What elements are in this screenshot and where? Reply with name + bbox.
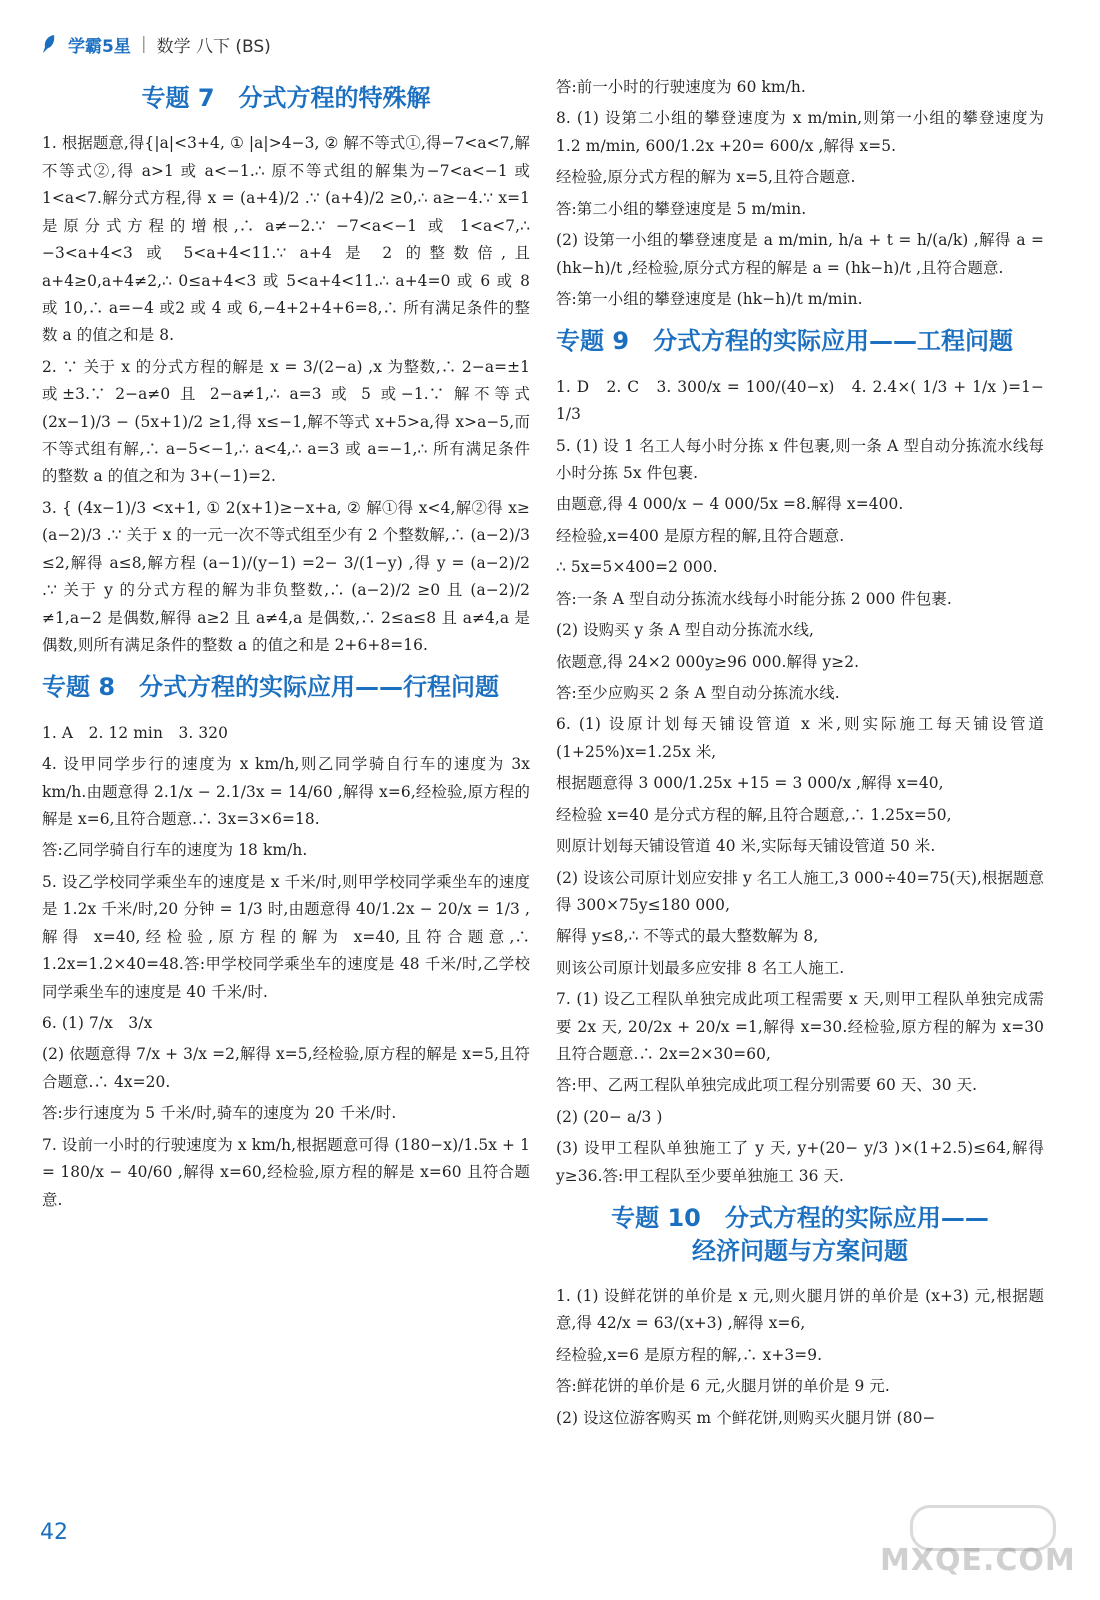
answer-8-4: 4. 设甲同学步行的速度为 x km/h,则乙同学骑自行车的速度为 3x km/h.由题意得 2.1/x − 2.1/3x = 14/60 ,解得 x=6,经检验,原方程的解是 x=6,且符合题意.∴ 3x=3×6=18. [42, 755, 530, 829]
answer-8-8-conclusion: 答:第二小组的攀登速度是 5 m/min. [556, 199, 807, 218]
section-title-10-line1: 专题 10 分式方程的实际应用—— [611, 1204, 989, 1233]
answer-10-1-1: 1. (1) 设鲜花饼的单价是 x 元,则火腿月饼的单价是 (x+3) 元,根据题意,得 42/x = 63/(x+3) ,解得 x=6, [556, 1286, 1044, 1333]
section-title-10-line2: 经济问题与方案问题 [692, 1236, 908, 1265]
answer-8-8-check: 经检验,原分式方程的解为 x=5,且符合题意. [556, 168, 856, 187]
answer-8-6-2: (2) 依题意得 7/x + 3/x =2,解得 x=5,经检验,原方程的解是 x=5,且符合题意.∴ 4x=20. [42, 1045, 530, 1091]
right-column [556, 70, 1044, 1436]
section-title-8: 专题 8 分式方程的实际应用——行程问题 [42, 673, 500, 702]
answer-8-6-conclusion: 答:步行速度为 5 千米/时,骑车的速度为 20 千米/时. [42, 1104, 397, 1123]
answer-8-1-3: 1. A 2. 12 min 3. 320 [42, 723, 229, 742]
watermark-text: MXQE.COM [880, 1543, 1076, 1578]
watermark-badge-icon [910, 1505, 1056, 1551]
answer-9-5-check: 经检验,x=400 是原方程的解,且符合题意. [556, 526, 845, 545]
answer-8-8-2-conclusion: 答:第一小组的攀登速度是 (hk−h)/t m/min. [556, 289, 863, 308]
section-title-10 [556, 1202, 1044, 1267]
answer-9-6-2-conclusion: 则该公司原计划最多应安排 8 名工人施工. [556, 958, 845, 977]
answer-9-6-1: 6. (1) 设原计划每天铺设管道 x 米,则实际施工每天铺设管道 (1+25%)x=1.25x 米, [556, 715, 1044, 761]
answer-7-3: 3. { (4x−1)/3 <x+1, ① 2(x+1)≥−x+a, ② 解①得 x<4,解②得 x≥ (a−2)/3 .∵ 关于 x 的一元一次不等式组至少有 2 个整数解,∴ (a−2)/3 ≤2,解得 a≤8,解方程 (a−1)/(y−1) =2− 3/(1−y) ,得 y = (a−2)/2 .∵ 关于 y 的分式方程的解为非负整数,∴ (a−2)/2 ≥0 且 (a−2)/2 ≠1,a−2 是偶数,解得 a≥2 且 a≠4,a 是偶数,∴ 2≤a≤8 且 a≠4,a 是偶数,则所有满足条件的整数 a 的值之和是 2+6+8=16. [42, 498, 530, 654]
answer-7-1: 1. 根据题意,得{|a|<3+4, ① |a|>4−3, ② 解不等式①,得−7<a<7,解不等式②,得 a>1 或 a<−1.∴ 原不等式组的解集为−7<a<−1 或 1<a<7.解分式方程,得 x = (a+4)/2 .∵ (a+4)/2 ≥0,∴ a≥−4.∵ x=1 是原分式方程的增根,∴ a≠−2.∵ −7<a<−1 或 1<a<7,∴ −3<a+4<3 或 5<a+4<11.∵ a+4 是 2 的整数倍,且 a+4≥0,a+4≠2,∴ 0≤a+4<3 或 5<a+4<11.∴ a+4=0 或 6 或 8 或 10,∴ a=−4 或2 或 4 或 6,−4+2+4+6=8,∴ 所有满足条件的整数 a 的值之和是 8. [42, 134, 530, 345]
answer-8-8-1: 8. (1) 设第二小组的攀登速度为 x m/min,则第一小组的攀登速度为 1.2 m/min, 600/1.2x +20= 600/x ,解得 x=5. [556, 109, 1044, 155]
section-title-9: 专题 9 分式方程的实际应用——工程问题 [556, 327, 1014, 356]
brand-logo-icon [40, 33, 58, 55]
brand-name: 学霸5星 [68, 36, 131, 57]
answer-8-8-2: (2) 设第一小组的攀登速度是 a m/min, h/a + t = h/(a/k) ,解得 a = (hk−h)/t ,经检验,原分式方程的解是 a = (hk−h)/t ,且符合题意. [556, 231, 1044, 277]
answer-9-6-2-solve: 解得 y≤8,∴ 不等式的最大整数解为 8, [556, 927, 819, 946]
answer-9-5-2-eq: 依题意,得 24×2 000y≥96 000.解得 y≥2. [556, 652, 860, 671]
answer-7-2: 2. ∵ 关于 x 的分式方程的解是 x = 3/(2−a) ,x 为整数,∴ 2−a=±1 或±3.∵ 2−a≠0 且 2−a≠1,∴ a=3 或 5 或−1.∵ 解不等式 (2x−1)/3 − (5x+1)/2 ≥1,得 x≤−1,解不等式 x+5>a,得 x>a−5,而不等式组有解,∴ a−5<−1,∴ a<4,∴ a=3 或 a=−1,∴ 所有满足条件的整数 a 的值之和为 3+(−1)=2. [42, 357, 530, 486]
answer-9-1-4: 1. D 2. C 3. 300/x = 100/(40−x) 4. 2.4×( 1/3 + 1/x )=1− 1/3 [556, 377, 1044, 424]
answer-9-7-3: (3) 设甲工程队单独施工了 y 天, y+(20− y/3 )×(1+2.5)≤64,解得 y≥36.答:甲工程队至少要单独施工 36 天. [556, 1139, 1044, 1185]
answer-10-1-conclusion: 答:鲜花饼的单价是 6 元,火腿月饼的单价是 9 元. [556, 1377, 890, 1396]
answer-8-7: 7. 设前一小时的行驶速度为 x km/h,根据题意可得 (180−x)/1.5x + 1 = 180/x − 40/60 ,解得 x=60,经检验,原方程的解是 x=60 且符合题意. [42, 1135, 530, 1209]
answer-9-6-2: (2) 设该公司原计划应安排 y 名工人施工,3 000÷40=75(天),根据题意得 300×75y≤180 000, [556, 868, 1044, 914]
page-number: 42 [40, 1520, 68, 1545]
answer-8-4-conclusion: 答:乙同学骑自行车的速度为 18 km/h. [42, 841, 308, 860]
answer-9-7-1: 7. (1) 设乙工程队单独完成此项工程需要 x 天,则甲工程队单独完成需要 2x 天, 20/2x + 20/x =1,解得 x=30.经检验,原方程的解为 x=30 且符合题意.∴ 2x=2×30=60, [556, 990, 1044, 1064]
header-separator: | [140, 34, 147, 54]
answer-9-6-eq: 根据题意得 3 000/1.25x +15 = 3 000/x ,解得 x=40, [556, 774, 944, 793]
answer-9-5-2: (2) 设购买 y 条 A 型自动分拣流水线, [556, 621, 814, 640]
watermark [880, 1505, 1080, 1585]
section-title-7: 专题 7 分式方程的特殊解 [141, 84, 431, 112]
answer-9-5-2-conclusion: 答:至少应购买 2 条 A 型自动分拣流水线. [556, 683, 840, 702]
answer-9-5-calc: ∴ 5x=5×400=2 000. [556, 558, 718, 577]
subject-label: 数学 八下 (BS) [156, 36, 271, 57]
answer-10-1-check: 经检验,x=6 是原方程的解,∴ x+3=9. [556, 1345, 823, 1364]
answer-8-7-conclusion: 答:前一小时的行驶速度为 60 km/h. [556, 78, 806, 96]
answer-8-5: 5. 设乙学校同学乘坐车的速度是 x 千米/时,则甲学校同学乘坐车的速度是 1.2x 千米/时,20 分钟 = 1/3 时,由题意得 40/1.2x − 20/x = 1/3 ,解得 x=40,经检验,原方程的解为 x=40,且符合题意,∴ 1.2x=1.2×40=48.答:甲学校同学乘坐车的速度是 48 千米/时,乙学校同学乘坐车的速度是 40 千米/时. [42, 872, 530, 1001]
answer-9-5-eq: 由题意,得 4 000/x − 4 000/5x =8.解得 x=400. [556, 495, 904, 514]
answer-10-1-2: (2) 设这位游客购买 m 个鲜花饼,则购买火腿月饼 (80− [556, 1408, 936, 1427]
answer-9-6-conclusion: 则原计划每天铺设管道 40 米,实际每天铺设管道 50 米. [556, 837, 936, 856]
answer-9-6-check: 经检验 x=40 是分式方程的解,且符合题意,∴ 1.25x=50, [556, 805, 952, 824]
answer-9-7-conclusion: 答:甲、乙两工程队单独完成此项工程分别需要 60 天、30 天. [556, 1076, 978, 1095]
answer-9-7-2: (2) (20− a/3 ) [556, 1107, 663, 1126]
answer-9-5-conclusion: 答:一条 A 型自动分拣流水线每小时能分拣 2 000 件包裹. [556, 589, 952, 608]
answer-9-5-1: 5. (1) 设 1 名工人每小时分拣 x 件包裹,则一条 A 型自动分拣流水线每小时分拣 5x 件包裹. [556, 436, 1044, 483]
page-header [40, 28, 271, 60]
answer-8-6-1: 6. (1) 7/x 3/x [42, 1014, 153, 1033]
left-column [42, 70, 530, 1218]
